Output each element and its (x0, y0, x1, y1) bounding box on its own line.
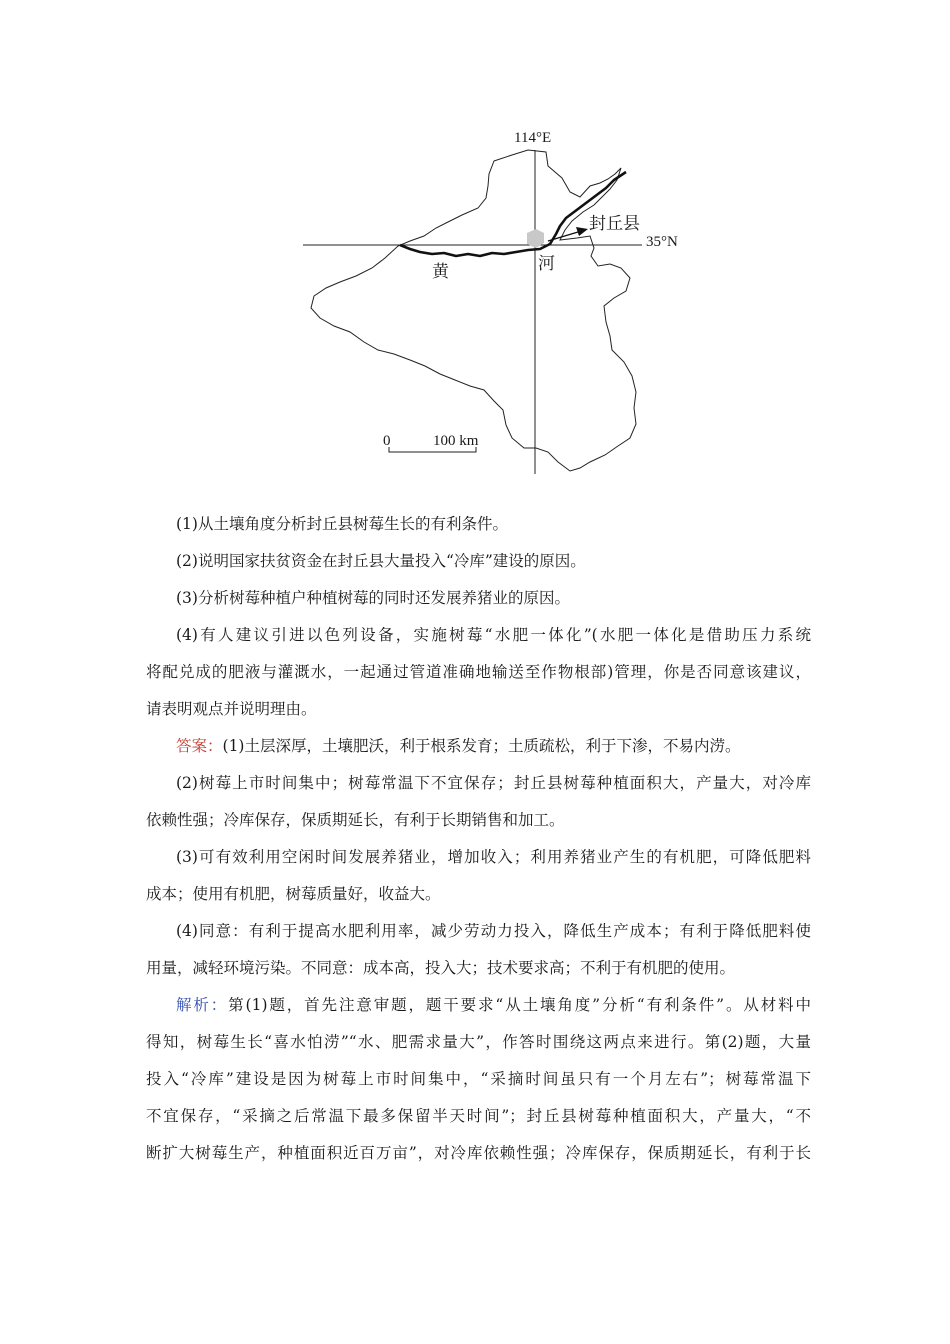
question-4-line-2: 将配兑成的肥液与灌溉水，一起通过管道准确地输送至作物根部)管理，你是否同意该建议， (146, 663, 811, 681)
analysis-line-2: 得知，树莓生长“喜水怕涝”“水、肥需求量大”，作答时围绕这两点来进行。第(2)题，大量 (146, 1033, 811, 1051)
arrow-head-icon (576, 227, 588, 236)
answer-4-line-2: 用量，减轻环境污染。不同意：成本高，投入大；技术要求高；不利于有机肥的使用。 (146, 959, 736, 977)
river-label-he: 河 (538, 254, 555, 274)
answer-3-line-2: 成本；使用有机肥，树莓质量好，收益大。 (146, 885, 441, 903)
latitude-label: 35°N (646, 234, 678, 250)
province-map (0, 0, 950, 500)
river-label-huang: 黄 (432, 262, 449, 282)
analysis-line-5: 断扩大树莓生产，种植面积近百万亩”，对冷库依赖性强；冷库保存，保质期延长，有利于长 (146, 1144, 811, 1162)
answer-2-line-1: (2)树莓上市时间集中；树莓常温下不宜保存；封丘县树莓种植面积大，产量大，对冷库 (176, 774, 811, 792)
question-3: (3)分析树莓种植户种植树莓的同时还发展养猪业的原因。 (176, 589, 570, 607)
answer-3-line-1: (3)可有效利用空闲时间发展养猪业，增加收入；利用养猪业产生的有机肥，可降低肥料 (176, 848, 811, 866)
document-body (146, 506, 811, 1172)
analysis-line-1 (146, 987, 811, 1024)
county-label: 封丘县 (589, 214, 640, 234)
longitude-label: 114°E (514, 130, 552, 146)
question-2: (2)说明国家扶贫资金在封丘县大量投入“冷库”建设的原因。 (176, 552, 586, 570)
analysis-label: 解析： (176, 996, 229, 1014)
province-outline (311, 150, 636, 471)
map-drawing (0, 0, 950, 500)
answer-1-text: (1)土层深厚，土壤肥沃，利于根系发育；土质疏松，利于下渗，不易内涝。 (222, 737, 741, 755)
question-4-line-1: (4)有人建议引进以色列设备，实施树莓“水肥一体化”(水肥一体化是借助压力系统 (176, 626, 811, 644)
question-1: (1)从土壤角度分析封丘县树莓生长的有利条件。 (176, 515, 508, 533)
analysis-line-4: 不宜保存，“采摘之后常温下最多保留半天时间”；封丘县树莓种植面积大，产量大，“不 (146, 1107, 811, 1125)
question-4-line-3: 请表明观点并说明理由。 (146, 700, 317, 718)
scale-end-label: 100 km (433, 433, 479, 449)
answer-label: 答案： (176, 737, 223, 755)
answer-4-line-1: (4)同意：有利于提高水肥利用率，减少劳动力投入，降低生产成本；有利于降低肥料使 (176, 922, 811, 940)
scale-zero-label: 0 (383, 433, 391, 449)
analysis-line-3: 投入“冷库”建设是因为树莓上市时间集中，“采摘时间虽只有一个月左右”；树莓常温下 (146, 1070, 811, 1088)
answer-1 (146, 728, 811, 765)
answer-2-line-2: 依赖性强；冷库保存，保质期延长，有利于长期销售和加工。 (146, 811, 565, 829)
analysis-line-1-text: 第(1)题，首先注意审题，题干要求“从土壤角度”分析“有利条件”。从材料中 (228, 996, 811, 1014)
